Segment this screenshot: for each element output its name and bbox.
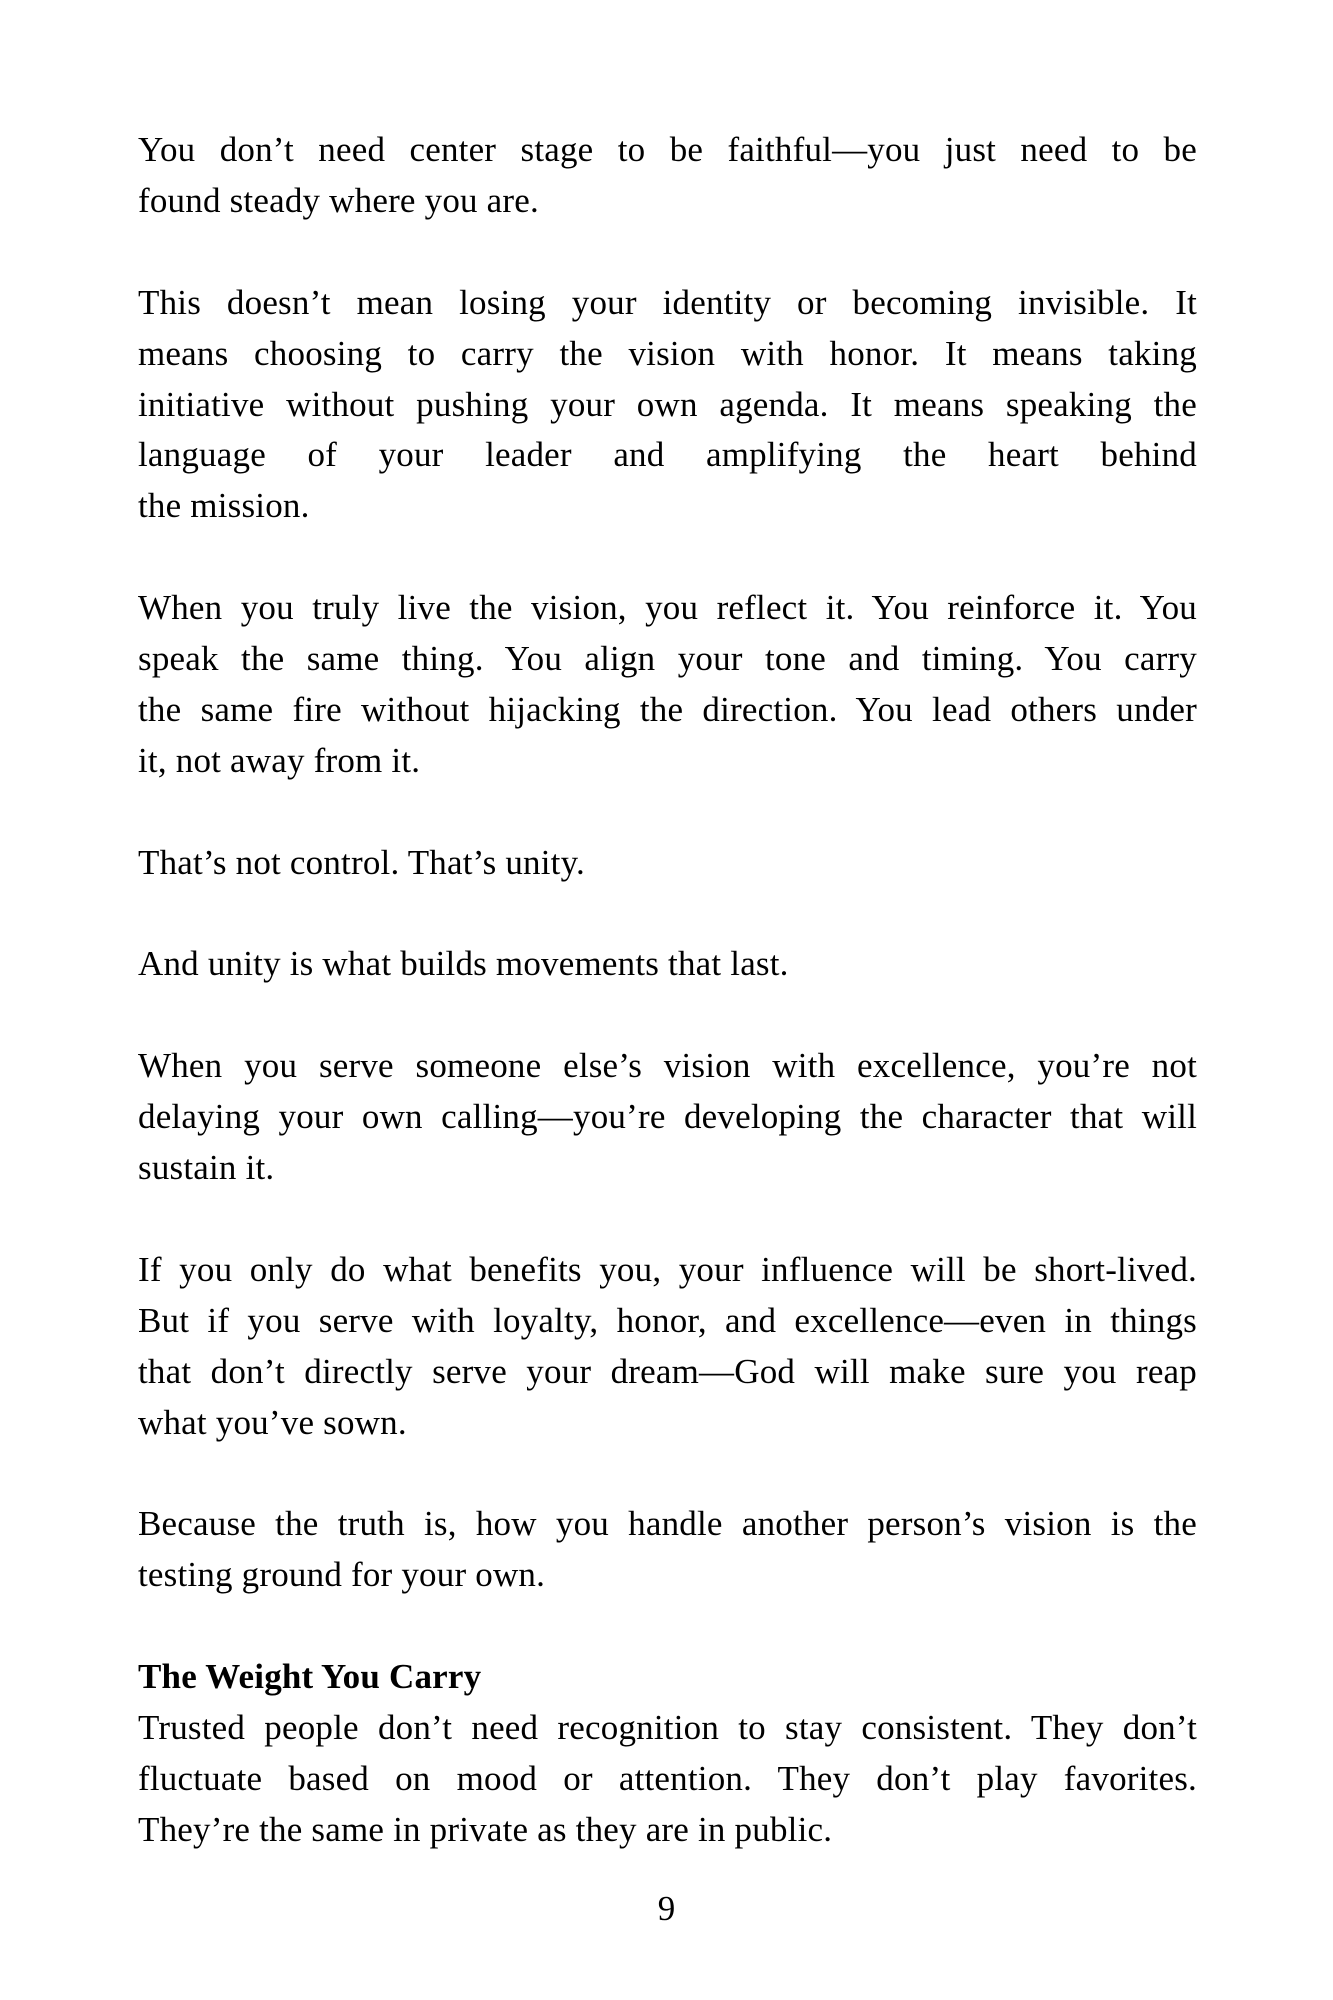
text-line: This doesn’t mean losing your identity or becoming invisible. It bbox=[138, 282, 1197, 322]
text-line: initiative without pushing your own agenda. It means speaking the bbox=[138, 384, 1197, 424]
text-line: You don’t need center stage to be faithful—you just need to be bbox=[138, 130, 1197, 169]
paragraph bbox=[138, 939, 1197, 990]
paragraph bbox=[138, 838, 1197, 889]
text-line: When you truly live the vision, you reflect it. You reinforce it. You bbox=[138, 588, 1197, 628]
text-line: that don’t directly serve your dream—God will make sure you reap bbox=[138, 1351, 1197, 1391]
page-text bbox=[138, 125, 1197, 1856]
paragraph bbox=[138, 1499, 1197, 1601]
section-heading bbox=[138, 1652, 1197, 1703]
paragraph bbox=[138, 1041, 1197, 1194]
text-line: That’s not control. That’s unity. bbox=[138, 842, 585, 882]
text-line: delaying your own calling—you’re developing the character that will bbox=[138, 1097, 1197, 1137]
text-line: But if you serve with loyalty, honor, and excellence—even in things bbox=[138, 1300, 1197, 1340]
page-number: 9 bbox=[657, 1889, 676, 1928]
text-line: They’re the same in private as they are in public. bbox=[138, 1809, 833, 1849]
text-line: speak the same thing. You align your tone and timing. You carry bbox=[138, 639, 1197, 679]
text-line: language of your leader and amplifying the heart behind bbox=[138, 435, 1197, 475]
paragraph bbox=[138, 583, 1197, 787]
paragraph bbox=[138, 1245, 1197, 1449]
text-line: Because the truth is, how you handle another person’s vision is the bbox=[138, 1504, 1197, 1544]
paragraph bbox=[138, 278, 1197, 533]
text-line: found steady where you are. bbox=[138, 180, 539, 220]
paragraph bbox=[138, 1703, 1197, 1856]
text-line: sustain it. bbox=[138, 1148, 275, 1188]
paragraph bbox=[138, 125, 1197, 227]
text-line: Trusted people don’t need recognition to stay consistent. They don’t bbox=[138, 1707, 1197, 1747]
text-line: it, not away from it. bbox=[138, 740, 421, 780]
text-line: the same fire without hijacking the direction. You lead others under bbox=[138, 689, 1197, 729]
text-line: And unity is what builds movements that last. bbox=[138, 944, 789, 984]
text-line: means choosing to carry the vision with honor. It means taking bbox=[138, 333, 1197, 373]
text-line: testing ground for your own. bbox=[138, 1555, 546, 1595]
heading-line: The Weight You Carry bbox=[138, 1657, 482, 1697]
text-line: the mission. bbox=[138, 486, 310, 526]
text-line: If you only do what benefits you, your influence will be short-lived. bbox=[138, 1249, 1197, 1289]
text-line: what you’ve sown. bbox=[138, 1402, 407, 1442]
text-line: When you serve someone else’s vision with excellence, you’re not bbox=[138, 1046, 1197, 1086]
text-line: fluctuate based on mood or attention. They don’t play favorites. bbox=[138, 1758, 1197, 1798]
